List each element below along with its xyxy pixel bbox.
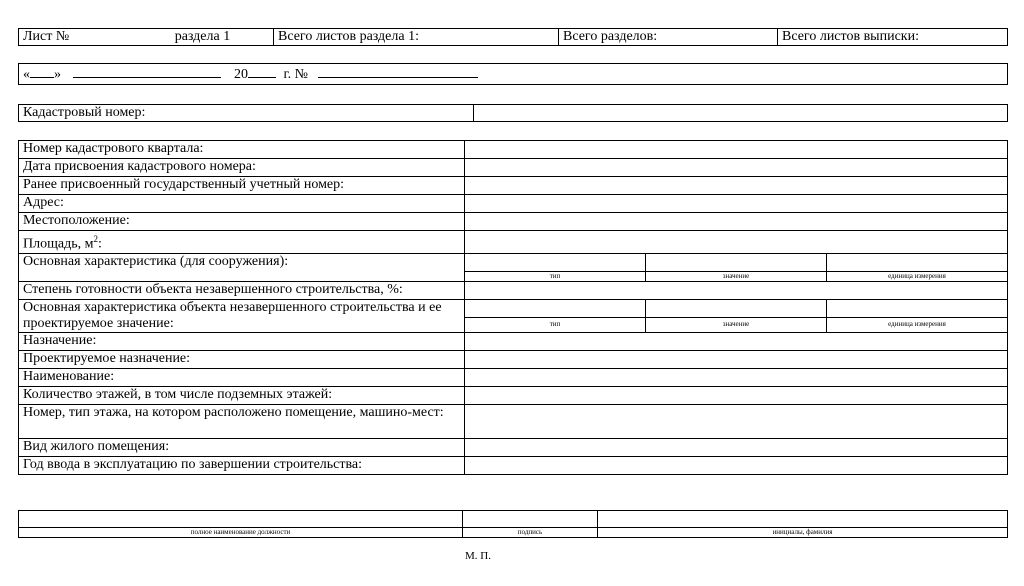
fields-table	[18, 140, 1008, 475]
day-blank[interactable]	[30, 65, 54, 78]
initials-label: инициалы, фамилия	[598, 528, 1008, 538]
unfinished-type-label: тип	[465, 318, 646, 332]
unfinished-unit-label: единица измерения	[827, 318, 1008, 332]
field-prev-number: Ранее присвоенный государственный учетный номер:	[19, 177, 465, 195]
value-area[interactable]	[465, 231, 1008, 254]
position-label: полное наименование должности	[19, 528, 463, 538]
unfinished-type-value[interactable]	[465, 299, 646, 318]
sheet-cell	[19, 29, 274, 46]
year-suffix: г. №	[283, 67, 309, 82]
field-readiness: Степень готовности объекта незавершенного строительства, %:	[19, 281, 465, 299]
year-prefix: 20	[234, 67, 248, 82]
open-quote: «	[23, 67, 30, 82]
date-line	[19, 64, 1008, 85]
value-year-commission[interactable]	[465, 456, 1008, 474]
value-purpose[interactable]	[465, 332, 1008, 350]
value-date-assigned[interactable]	[465, 159, 1008, 177]
value-location[interactable]	[465, 213, 1008, 231]
area-sup: 2	[93, 234, 98, 244]
close-quote: »	[54, 67, 61, 82]
section-label: раздела 1	[174, 29, 231, 44]
field-floors: Количество этажей, в том числе подземных этажей:	[19, 386, 465, 404]
total-sheets-extract: Всего листов выписки:	[778, 29, 1008, 46]
field-floor-number: Номер, тип этажа, на котором расположено помещение, машино-мест:	[19, 404, 465, 438]
area-label: Площадь, м	[23, 236, 94, 252]
value-readiness[interactable]	[465, 281, 1008, 299]
number-blank[interactable]	[318, 65, 478, 78]
unfinished-value-label: значение	[646, 318, 827, 332]
field-main-char: Основная характеристика (для сооружения):	[19, 253, 465, 281]
position-value[interactable]	[19, 511, 463, 528]
field-proj-purpose: Проектируемое назначение:	[19, 350, 465, 368]
year-blank[interactable]	[248, 65, 276, 78]
unfinished-unit-value[interactable]	[827, 299, 1008, 318]
cadastral-label: Кадастровый номер:	[19, 105, 474, 122]
signature-table	[18, 510, 1008, 538]
field-location: Местоположение:	[19, 213, 465, 231]
month-blank[interactable]	[73, 65, 221, 78]
value-floors[interactable]	[465, 386, 1008, 404]
main-char-type-value[interactable]	[465, 253, 646, 271]
value-living-type[interactable]	[465, 438, 1008, 456]
main-char-type-label: тип	[465, 271, 646, 281]
field-year-commission: Год ввода в эксплуатацию по завершении строительства:	[19, 456, 465, 474]
field-area	[19, 231, 465, 254]
main-char-value-label: значение	[646, 271, 827, 281]
header-table	[18, 28, 1008, 46]
date-table	[18, 63, 1008, 85]
area-colon: :	[97, 236, 102, 252]
value-proj-purpose[interactable]	[465, 350, 1008, 368]
main-char-value-value[interactable]	[646, 253, 827, 271]
value-floor-number[interactable]	[465, 404, 1008, 438]
field-living-type: Вид жилого помещения:	[19, 438, 465, 456]
main-char-unit-value[interactable]	[827, 253, 1008, 271]
field-purpose: Назначение:	[19, 332, 465, 350]
field-main-char-unfinished: Основная характеристика объекта незавершенного строительства и ее проектируемое значение:	[19, 299, 465, 332]
stamp-label: М. П.	[465, 550, 491, 562]
value-name[interactable]	[465, 368, 1008, 386]
total-sections: Всего разделов:	[559, 29, 778, 46]
initials-value[interactable]	[598, 511, 1008, 528]
cadastral-table	[18, 104, 1008, 122]
total-sheets-section: Всего листов раздела 1:	[274, 29, 559, 46]
sign-value[interactable]	[463, 511, 598, 528]
value-prev-number[interactable]	[465, 177, 1008, 195]
value-quarter[interactable]	[465, 141, 1008, 159]
sign-label: подпись	[463, 528, 598, 538]
sheet-label: Лист №	[23, 29, 70, 44]
field-name: Наименование:	[19, 368, 465, 386]
unfinished-value-value[interactable]	[646, 299, 827, 318]
value-address[interactable]	[465, 195, 1008, 213]
field-quarter: Номер кадастрового квартала:	[19, 141, 465, 159]
cadastral-value[interactable]	[474, 105, 1008, 122]
field-address: Адрес:	[19, 195, 465, 213]
field-date-assigned: Дата присвоения кадастрового номера:	[19, 159, 465, 177]
main-char-unit-label: единица измерения	[827, 271, 1008, 281]
